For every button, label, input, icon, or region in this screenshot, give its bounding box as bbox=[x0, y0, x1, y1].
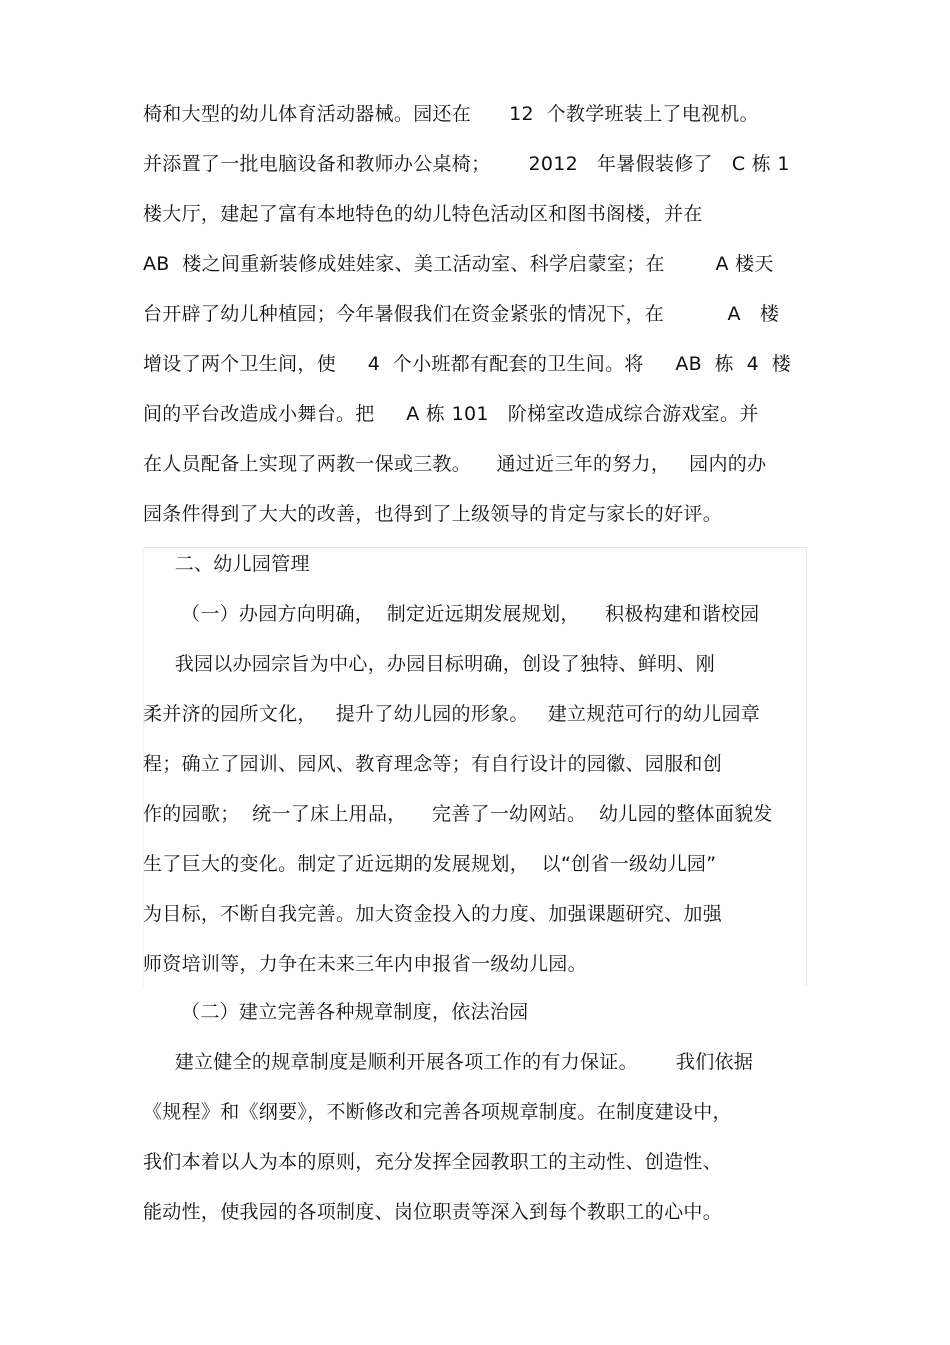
paragraph-line: 椅和大型的幼儿体育活动器械。园还在 12 个教学班装上了电视机。 bbox=[143, 103, 759, 125]
paragraph-line: 我园以办园宗旨为中心，办园目标明确，创设了独特、鲜明、刚 bbox=[143, 653, 716, 675]
paragraph-line: 建立健全的规章制度是顺利开展各项工作的有力保证。 我们依据 bbox=[143, 1051, 754, 1073]
paragraph-line: 增设了两个卫生间，使 4 个小班都有配套的卫生间。将 AB 栋 4 楼 bbox=[143, 353, 792, 375]
subheading: （二）建立完善各种规章制度，依法治园 bbox=[143, 1001, 529, 1023]
paragraph-line: 柔并济的园所文化， 提升了幼儿园的形象。 建立规范可行的幼儿园章 bbox=[143, 703, 761, 725]
paragraph-line: 为目标，不断自我完善。加大资金投入的力度、加强课题研究、加强 bbox=[143, 903, 723, 925]
paragraph-line: 《规程》和《纲要》，不断修改和完善各项规章制度。在制度建设中， bbox=[143, 1101, 732, 1123]
paragraph-line: 程；确立了园训、园风、教育理念等；有自行设计的园徽、园服和创 bbox=[143, 753, 723, 775]
subheading: （一）办园方向明确， 制定近远期发展规划， 积极构建和谐校园 bbox=[143, 603, 760, 625]
paragraph-line: 楼大厅，建起了富有本地特色的幼儿特色活动区和图书阁楼，并在 bbox=[143, 203, 703, 225]
paragraph-line: 能动性，使我园的各项制度、岗位职责等深入到每个教职工的心中。 bbox=[143, 1201, 723, 1223]
paragraph-line: 台开辟了幼儿种植园；今年暑假我们在资金紧张的情况下，在 A 楼 bbox=[143, 303, 780, 325]
paragraph-line: 师资培训等，力争在未来三年内申报省一级幼儿园。 bbox=[143, 953, 587, 975]
paragraph-line: 园条件得到了大大的改善，也得到了上级领导的肯定与家长的好评。 bbox=[143, 503, 723, 525]
paragraph-line: 并添置了一批电脑设备和教师办公桌椅； 2012 年暑假装修了 C 栋 1 bbox=[143, 153, 790, 175]
section-heading: 二、幼儿园管理 bbox=[143, 553, 310, 575]
paragraph-line: 生了巨大的变化。制定了近远期的发展规划， 以“创省一级幼儿园” bbox=[143, 853, 717, 875]
paragraph-line: 作的园歌； 统一了床上用品， 完善了一幼网站。 幼儿园的整体面貌发 bbox=[143, 803, 773, 825]
paragraph-line: AB 楼之间重新装修成娃娃家、美工活动室、科学启蒙室；在 A 楼天 bbox=[143, 253, 774, 275]
paragraph-line: 间的平台改造成小舞台。把 A 栋 101 阶梯室改造成综合游戏室。并 bbox=[143, 403, 759, 425]
paragraph-line: 在人员配备上实现了两教一保或三教。 通过近三年的努力， 园内的办 bbox=[143, 453, 767, 475]
paragraph-line: 我们本着以人为本的原则，充分发挥全园教职工的主动性、创造性、 bbox=[143, 1151, 723, 1173]
